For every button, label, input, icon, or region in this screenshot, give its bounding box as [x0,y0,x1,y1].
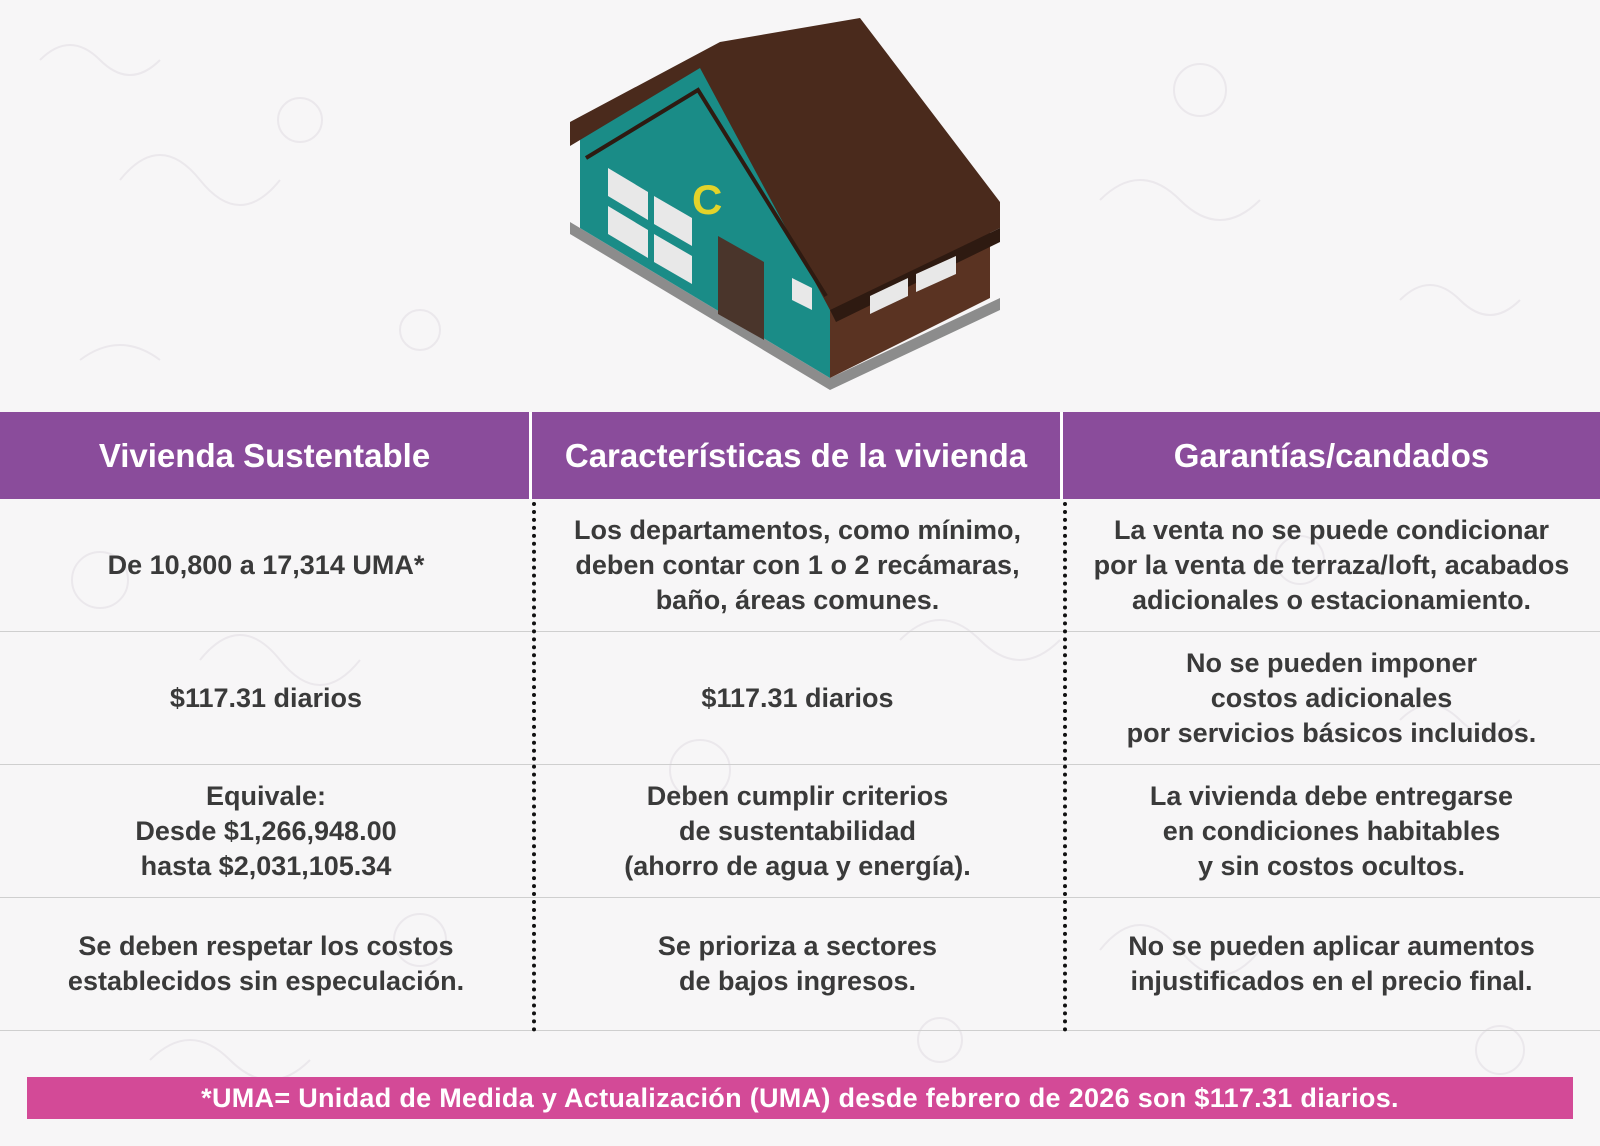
footer-note: *UMA= Unidad de Medida y Actualización (UMA) desde febrero de 2026 son $117.31 diarios. [27,1077,1573,1119]
table-cell: Deben cumplir criterios de sustentabilidad (ahorro de agua y energía). [624,780,971,881]
column-divider [532,502,536,1032]
table-cell: De 10,800 a 17,314 UMA* [107,549,425,580]
house-icon [560,10,1030,410]
header-caracteristicas: Características de la vivienda [532,412,1063,499]
table-row [0,499,1600,632]
table-cell: $117.31 diarios [701,682,894,713]
header-vivienda-sustentable: Vivienda Sustentable [0,412,532,499]
comparison-table [0,499,1600,1031]
house-illustration [560,10,1030,410]
table-cell: $117.31 diarios [169,682,363,713]
table-cell: Equivale: Desde $1,266,948.00 hasta $2,031,105.34 [135,780,397,881]
table-row [0,898,1600,1031]
column-divider [1063,502,1067,1032]
table-cell: Se prioriza a sectores de bajos ingresos. [657,931,938,996]
table-row [0,632,1600,765]
table-cell: La vivienda debe entregarse en condiciones habitables y sin costos ocultos. [1149,780,1514,881]
table-header [0,412,1600,499]
table-cell: La venta no se puede condicionar por la venta de terraza/loft, acabados adicionales o estacionamiento. [1093,514,1570,615]
table-row [0,765,1600,898]
table-cell: Los departamentos, como mínimo, deben contar con 1 o 2 recámaras, baño, áreas comunes. [573,514,1022,615]
table-cell: No se pueden imponer costos adicionales por servicios básicos incluidos. [1126,647,1537,748]
header-garantias: Garantías/candados [1173,436,1490,474]
table-cell: No se pueden aplicar aumentos injustificados en el precio final. [1128,931,1535,996]
table-cell: Se deben respetar los costos establecidos sin especulación. [67,931,465,996]
house-letter: C [692,176,723,223]
